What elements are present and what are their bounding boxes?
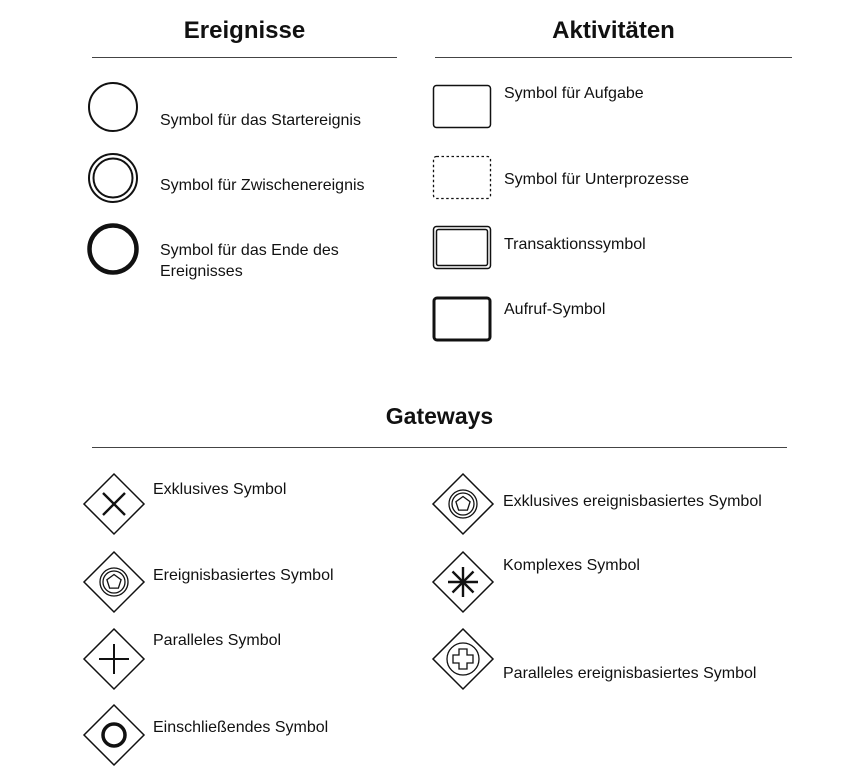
start-event-icon <box>87 81 139 133</box>
activities-heading: Aktivitäten <box>552 17 675 44</box>
exclusive-gateway-icon <box>83 473 145 535</box>
task-label: Symbol für Aufgabe <box>504 85 644 102</box>
parallel-event-based-gateway-icon <box>432 628 494 690</box>
intermediate-event-label: Symbol für Zwischenereignis <box>160 177 365 194</box>
task-icon <box>432 84 494 132</box>
complex-gateway-icon <box>432 551 494 613</box>
subprocess-icon <box>432 155 494 203</box>
events-divider <box>92 57 397 58</box>
activities-divider <box>435 57 792 58</box>
end-event-label: Symbol für das Ende des Ereignisses <box>160 242 339 280</box>
event-based-gateway-label: Ereignisbasiertes Symbol <box>153 567 334 584</box>
events-heading: Ereignisse <box>183 17 306 44</box>
event-based-gateway-icon <box>83 551 145 613</box>
parallel-event-based-gateway-label: Paralleles ereignisbasiertes Symbol <box>503 665 757 682</box>
gateways-divider <box>92 447 787 448</box>
exclusive-gateway-label: Exklusives Symbol <box>153 481 287 498</box>
exclusive-event-based-gateway-icon <box>432 473 494 535</box>
transaction-label: Transaktionssymbol <box>504 236 646 253</box>
parallel-gateway-icon <box>83 628 145 690</box>
inclusive-gateway-icon <box>83 704 145 766</box>
end-event-icon <box>86 222 140 276</box>
call-activity-label: Aufruf-Symbol <box>504 301 606 318</box>
call-activity-icon <box>432 296 494 344</box>
complex-gateway-label: Komplexes Symbol <box>503 557 640 574</box>
parallel-gateway-label: Paralleles Symbol <box>153 632 282 649</box>
transaction-icon <box>432 225 494 273</box>
gateways-heading: Gateways <box>385 403 494 429</box>
subprocess-label: Symbol für Unterprozesse <box>504 171 689 188</box>
intermediate-event-icon <box>87 152 139 204</box>
exclusive-event-based-gateway-label: Exklusives ereignisbasiertes Symbol <box>503 493 762 510</box>
start-event-label: Symbol für das Startereignis <box>160 112 361 129</box>
inclusive-gateway-label: Einschließendes Symbol <box>153 719 329 736</box>
